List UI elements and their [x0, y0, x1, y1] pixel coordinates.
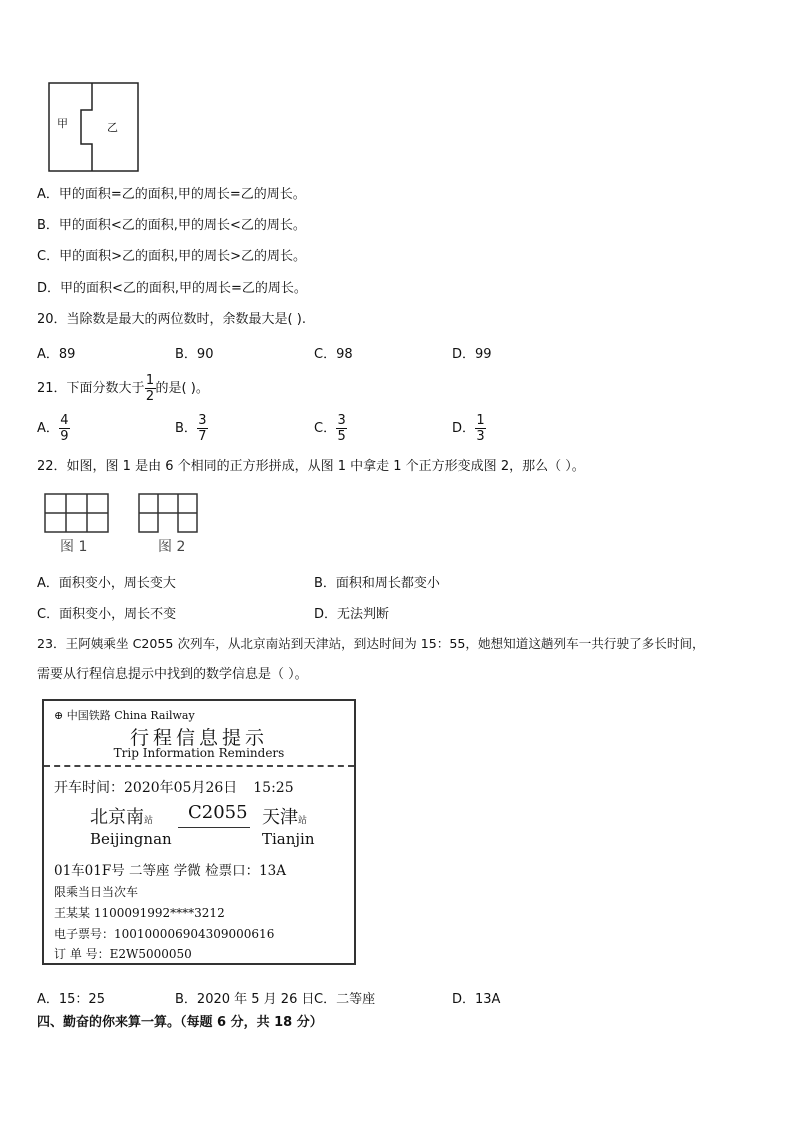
q19-option-d: D．甲的面积<乙的面积,甲的周长=乙的周长。 [37, 281, 307, 296]
q21-option-b [175, 410, 208, 448]
q21-option-d [452, 410, 486, 448]
fraction-denominator: 7 [198, 429, 207, 444]
option-letter: D． [452, 421, 476, 436]
q19-option-a: A．甲的面积=乙的面积,甲的周长=乙的周长。 [37, 187, 306, 202]
fraction-numerator: 3 [198, 413, 207, 428]
to-station [262, 803, 307, 829]
q23-stem-line1: 23．王阿姨乘坐 C2055 次列车，从北京南站到天津站，到达时间为 15：55，她想知道这趟列车一共行驶了多长时间， [37, 636, 705, 651]
depart-date: 2020年05月26日 [124, 780, 238, 796]
q22-option-d: D．无法判断 [314, 607, 390, 622]
fraction-numerator: 4 [60, 413, 69, 428]
train-number: C2055 [188, 802, 248, 823]
railway-logo-text: 中国铁路 China Railway [66, 709, 195, 722]
q20-option-c: C．98 [314, 347, 353, 362]
from-station [90, 803, 153, 829]
q22-figure-1 [44, 493, 110, 535]
q23-option-a: A．15：25 [37, 992, 105, 1007]
eticket-row: 电子票号：1001000069043090006​16 [54, 927, 275, 941]
fraction-denominator: 2 [145, 389, 155, 404]
order-row: 订 单 号：E2W5000050 [54, 947, 192, 961]
fraction-numerator: 1 [145, 373, 155, 388]
ticket-title: 行程信息提示 [129, 727, 268, 749]
china-railway-logo [54, 707, 195, 723]
to-station-en: Tianjin [262, 830, 315, 848]
depart-time-row [54, 777, 294, 797]
q22-stem: 22．如图，图 1 是由 6 个相同的正方形拼成，从图 1 中拿走 1 个正方形变成图 2，那么（ ）。 [37, 459, 585, 474]
fraction-denominator: 9 [60, 429, 69, 444]
fraction-denominator: 5 [337, 429, 346, 444]
passenger-row: 王某某 1100091992****3212 [54, 906, 225, 920]
q23-option-b: B．2020 年 5 月 26 日 [175, 992, 315, 1007]
train-arrow-line [178, 827, 250, 828]
q20-option-b: B．90 [175, 347, 214, 362]
q22-option-a: A．面积变小，周长变大 [37, 576, 176, 591]
figure-label-yi: 乙 [107, 121, 118, 134]
from-station-zh: 北京南 [90, 807, 144, 828]
q21-stem [37, 370, 209, 408]
trip-information-ticket [42, 699, 356, 965]
q20-option-a: A．89 [37, 347, 76, 362]
depart-label: 开车时间： [54, 780, 124, 796]
station-suffix: 站 [144, 816, 154, 826]
to-station-zh: 天津 [262, 807, 298, 828]
limit-row: 限乘当日当次车 [54, 885, 139, 899]
q22-option-c: C．面积变小，周长不变 [37, 607, 177, 622]
q22-figure-1-label: 图 1 [60, 539, 88, 555]
option-letter: A． [37, 421, 59, 436]
fraction-numerator: 1 [476, 413, 485, 428]
q22-option-b: B．面积和周长都变小 [314, 576, 440, 591]
q20-stem: 20．当除数是最大的两位数时，余数最大是( ). [37, 312, 306, 327]
q23-option-d: D．13A [452, 992, 501, 1007]
depart-time: 15:25 [253, 780, 294, 796]
q23-stem-line2: 需要从行程信息提示中找到的数学信息是（ ）。 [37, 667, 308, 682]
q23-option-c: C．二等座 [314, 992, 376, 1007]
seat-row: 01车01F号 二等座 学微 检票口：13A [54, 863, 287, 879]
section-4-heading: 四、勤奋的你来算一算。（每题 6 分，共 18 分） [37, 1015, 323, 1030]
figure-label-jia: 甲 [57, 117, 68, 130]
q21-stem-before: 21．下面分数大于 [37, 381, 145, 396]
q22-figure-2-label: 图 2 [158, 539, 186, 555]
q21-stem-after: 的是( )。 [155, 381, 209, 396]
railway-logo-icon: ⊕ [54, 709, 64, 722]
option-letter: C． [314, 421, 337, 436]
q21-option-c [314, 410, 347, 448]
q22-figure-2 [138, 493, 200, 535]
fraction-denominator: 3 [476, 429, 485, 444]
dashed-divider [44, 765, 354, 767]
q20-option-d: D．99 [452, 347, 492, 362]
option-letter: B． [175, 421, 197, 436]
ticket-title-en: Trip Information Reminders [113, 746, 285, 760]
q21-stem-fraction [145, 373, 156, 404]
q21-option-a [37, 410, 70, 448]
station-suffix: 站 [298, 816, 308, 826]
from-station-en: Beijingnan [90, 830, 172, 848]
q19-option-c: C．甲的面积>乙的面积,甲的周长>乙的周长。 [37, 249, 306, 264]
q19-option-b: B．甲的面积<乙的面积,甲的周长<乙的周长。 [37, 218, 306, 233]
fraction-numerator: 3 [337, 413, 346, 428]
